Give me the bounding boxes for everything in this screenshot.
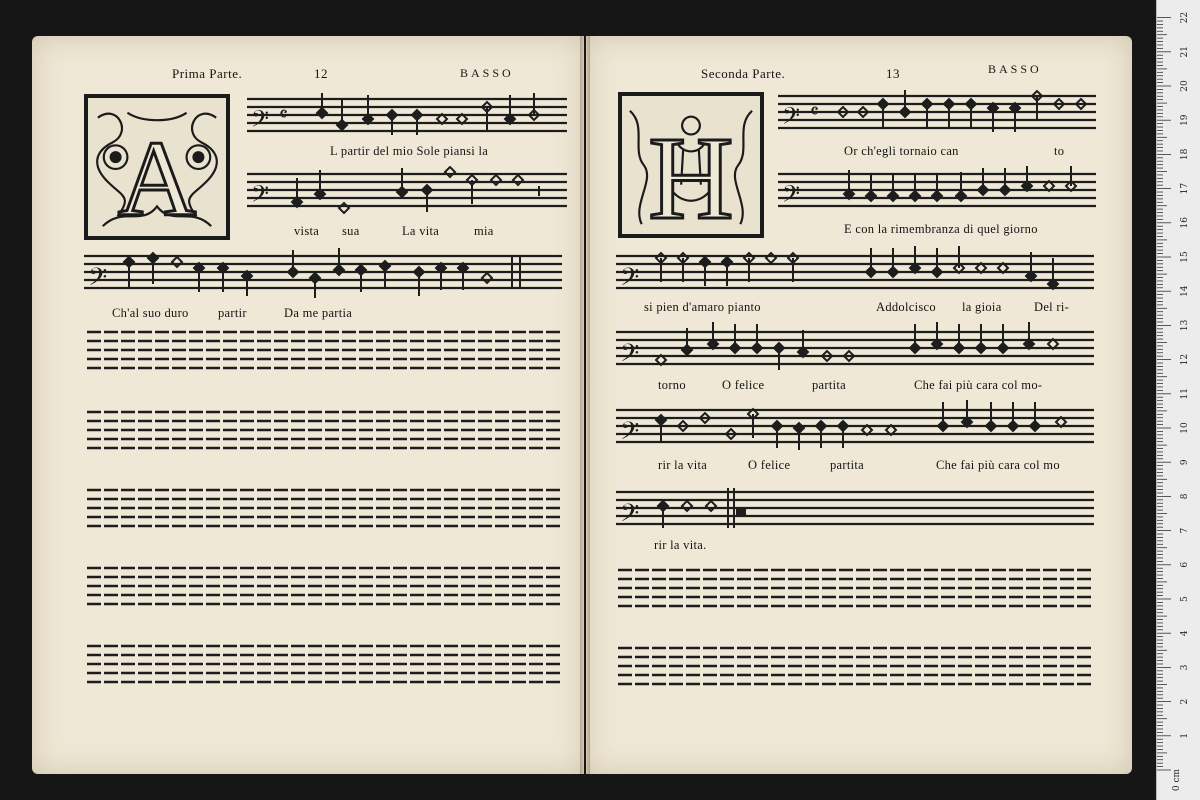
left-staff-3 [84,244,562,304]
decorated-initial-h [618,92,764,238]
right-staff-6 [616,480,1094,536]
left-empty-staff-4 [87,564,562,608]
right-staff-4 [616,320,1094,378]
ruler-number: 18 [1180,148,1190,161]
ruler-number: 12 [1180,353,1190,366]
left-lyric-3b: partir [218,306,247,320]
right-lyric-1a: Or ch'egli tornaio can [844,144,959,158]
left-empty-staff-5 [87,642,562,686]
right-lyric-4d: Che fai più cara col mo- [914,378,1043,392]
right-lyric-2: E con la rimembranza di quel giorno [844,222,1038,236]
left-empty-staff-1 [87,328,562,372]
svg-text:𝄢: 𝄢 [88,263,108,298]
left-empty-staff-3 [87,486,562,530]
svg-text:𝄢: 𝄢 [620,339,640,374]
left-voice-label: BASSO [460,66,514,80]
ruler-number: 11 [1180,388,1190,400]
svg-text:𝄢: 𝄢 [620,417,640,452]
right-lyric-3b: Addolcisco [876,300,936,314]
right-lyric-5d: Che fai più cara col mo [936,458,1060,472]
left-lyric-3a: Ch'al suo duro [112,306,189,320]
ruler-number: 5 [1180,596,1190,602]
right-lyric-6: rir la vita. [654,538,707,552]
book-gutter [580,36,590,774]
open-book [32,36,1132,774]
right-lyric-3a: si pien d'amaro pianto [644,300,761,314]
left-page-number: 12 [314,66,328,81]
left-lyric-2d: mia [474,224,494,238]
right-staff-2 [778,166,1096,216]
right-lyric-3d: Del ri- [1034,300,1070,314]
ruler-number: 14 [1180,285,1190,297]
ruler-scale [1157,0,1200,800]
svg-text:𝄢: 𝄢 [620,263,640,298]
ruler-number: 7 [1180,527,1190,534]
measurement-ruler [1156,0,1200,800]
right-empty-staff-1 [618,566,1092,610]
svg-text:𝄢: 𝄢 [251,180,270,213]
svg-text:𝄢: 𝄢 [782,102,801,135]
ruler-number: 20 [1180,80,1190,92]
left-lyric-2b: sua [342,224,360,238]
ruler-number: 1 [1180,732,1190,739]
right-page [586,36,1132,774]
left-lyric-3c: Da me partia [284,306,353,320]
ruler-number: 21 [1180,46,1190,58]
initial-letter-h: H [648,113,734,234]
ruler-number: 19 [1180,114,1190,126]
ruler-number: 15 [1180,251,1190,263]
left-part-label: Prima Parte. [172,66,243,81]
right-staff-5 [616,398,1094,456]
left-lyric-2a: vista [294,224,320,238]
ruler-number: 10 [1180,422,1190,434]
right-lyric-3c: la gioia [962,300,1002,314]
right-voice-label: BASSO [988,62,1042,76]
ruler-number: 3 [1180,664,1190,671]
left-empty-staff-2 [87,408,562,452]
right-staff-3 [616,244,1094,302]
right-lyric-5c: partita [830,458,865,472]
right-page-number: 13 [886,66,900,81]
right-lyric-4c: partita [812,378,847,392]
right-staff-1 [778,88,1096,138]
decorated-initial-a [84,94,230,240]
right-lyric-4a: torno [658,378,686,392]
svg-text:𝄴: 𝄴 [279,102,288,126]
ruler-number: 17 [1180,182,1190,195]
ruler-unit-label: 0 cm [1172,768,1182,792]
ruler-number: 2 [1180,698,1190,705]
right-lyric-5a: rir la vita [658,458,708,472]
ruler-number: 9 [1180,459,1190,466]
ruler-number: 22 [1180,11,1190,24]
svg-text:𝄢: 𝄢 [251,105,270,138]
left-staff-1 [247,91,567,141]
ruler-number: 16 [1180,217,1190,229]
svg-text:𝄴: 𝄴 [810,99,819,123]
ruler-number: 4 [1180,630,1190,637]
right-lyric-4b: O felice [722,378,765,392]
right-lyric-1b: to [1054,144,1065,158]
left-lyric-2c: La vita [402,224,440,238]
ruler-number: 8 [1180,493,1190,500]
right-part-label: Seconda Parte. [701,66,786,81]
ruler-number: 13 [1180,319,1190,332]
ruler-number: 6 [1180,561,1190,568]
initial-letter-a: A [117,118,197,236]
svg-text:𝄢: 𝄢 [620,499,640,534]
left-lyric-1: L partir del mio Sole piansi la [330,144,489,158]
right-empty-staff-2 [618,644,1092,688]
right-lyric-5b: O felice [748,458,791,472]
left-page [32,36,584,774]
svg-text:𝄢: 𝄢 [782,180,801,213]
left-staff-2 [247,166,567,216]
